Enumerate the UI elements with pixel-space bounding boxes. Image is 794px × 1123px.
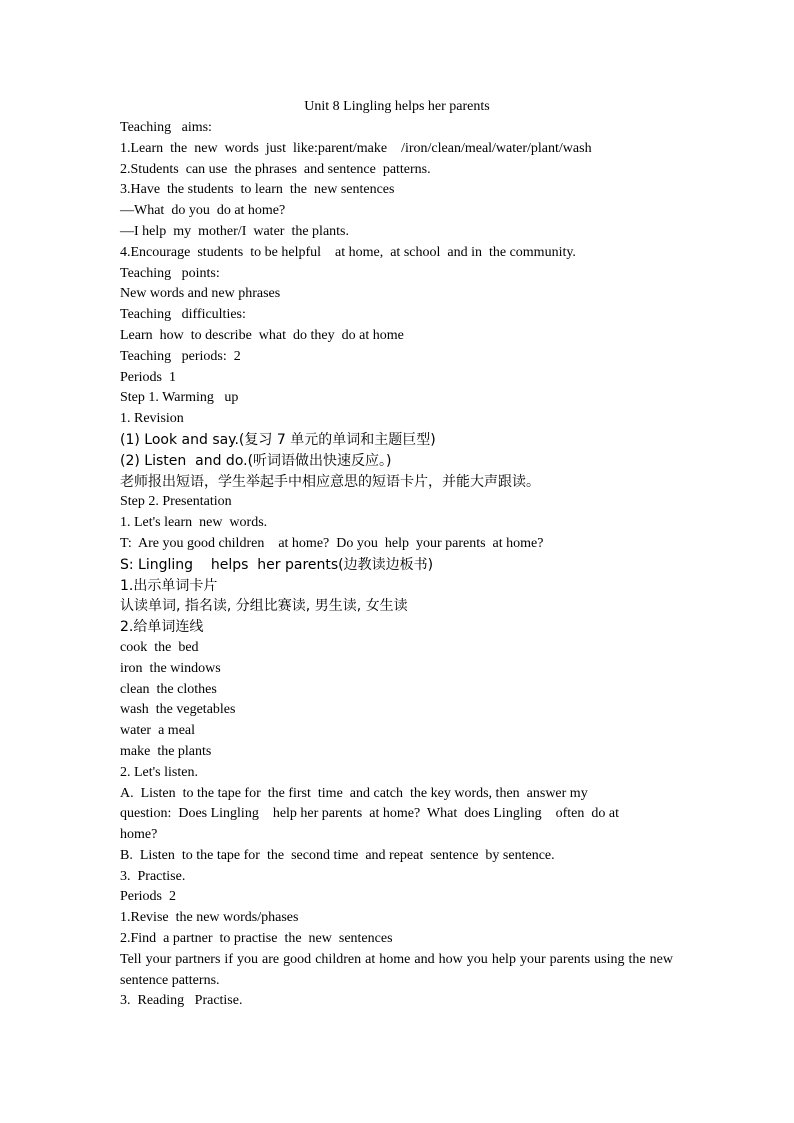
document-line: 1.Learn the new words just like:parent/make /iron/clean/meal/water/plant/wash bbox=[120, 140, 592, 156]
document-line: home? bbox=[120, 827, 158, 843]
document-line: —What do you do at home? bbox=[120, 203, 286, 219]
document-line: Learn how to describe what do they do at home bbox=[120, 327, 404, 343]
document-line: 2.给单词连线 bbox=[120, 619, 204, 636]
document-last-line: 3. Reading Practise. bbox=[120, 993, 243, 1009]
document-line: 3. Practise. bbox=[120, 868, 186, 884]
document-line: New words and new phrases bbox=[120, 286, 281, 302]
document-line: Periods 1 bbox=[120, 369, 176, 385]
document-line: wash the vegetables bbox=[120, 702, 236, 718]
document-line: 1. Let's learn new words. bbox=[120, 515, 268, 531]
document-line: clean the clothes bbox=[120, 681, 217, 697]
document-line: 2. Let's listen. bbox=[120, 764, 198, 780]
document-line: 3.Have the students to learn the new sentences bbox=[120, 182, 395, 198]
document-paragraph: Tell your partners if you are good children at home and how you help your parents using the new sentence patterns. bbox=[120, 951, 673, 988]
document-line: Teaching points: bbox=[120, 265, 220, 281]
document-body bbox=[120, 118, 673, 1012]
document-line: iron the windows bbox=[120, 660, 221, 676]
document-line: water a meal bbox=[120, 723, 196, 739]
document-line: (2) Listen and do.(听词语做出快速反应。) bbox=[120, 452, 392, 469]
document-line: make the plants bbox=[120, 743, 212, 759]
document-line: 4.Encourage students to be helpful at home, at school and in the community. bbox=[120, 244, 576, 260]
document-line: Teaching aims: bbox=[120, 120, 212, 135]
document-line: Step 2. Presentation bbox=[120, 494, 232, 510]
document-line: B. Listen to the tape for the second time and repeat sentence by sentence. bbox=[120, 847, 555, 863]
document-line: 1. Revision bbox=[120, 411, 184, 427]
document-lines bbox=[120, 118, 673, 950]
document-line: Step 1. Warming up bbox=[120, 390, 239, 406]
document-line: Periods 2 bbox=[120, 889, 176, 905]
document-line: A. Listen to the tape for the first time and catch the key words, then answer my bbox=[120, 785, 588, 801]
document-line: Teaching periods: 2 bbox=[120, 348, 241, 364]
document-line: question: Does Lingling help her parents at home? What does Lingling often do at bbox=[120, 806, 619, 822]
document-line: 老师报出短语，学生举起手中相应意思的短语卡片，并能大声跟读。 bbox=[120, 473, 540, 490]
document-line: S: Lingling helps her parents(边教读边板书) bbox=[120, 556, 434, 573]
document-line: 1.出示单词卡片 bbox=[120, 577, 218, 594]
document-title: Unit 8 Lingling helps her parents bbox=[304, 99, 490, 114]
document-line: 2.Find a partner to practise the new sentences bbox=[120, 931, 393, 947]
document-line: 2.Students can use the phrases and sentence patterns. bbox=[120, 161, 431, 177]
document-line: T: Are you good children at home? Do you help your parents at home? bbox=[120, 535, 544, 551]
document-line: —I help my mother/I water the plants. bbox=[120, 223, 349, 239]
document-line: cook the bed bbox=[120, 639, 199, 655]
document-line: 1.Revise the new words/phases bbox=[120, 910, 299, 926]
document-line: Teaching difficulties: bbox=[120, 307, 246, 323]
document-line: 认读单词, 指名读, 分组比赛读, 男生读, 女生读 bbox=[120, 598, 408, 615]
document-line: (1) Look and say.(复习 7 单元的单词和主题巨型) bbox=[120, 431, 436, 448]
